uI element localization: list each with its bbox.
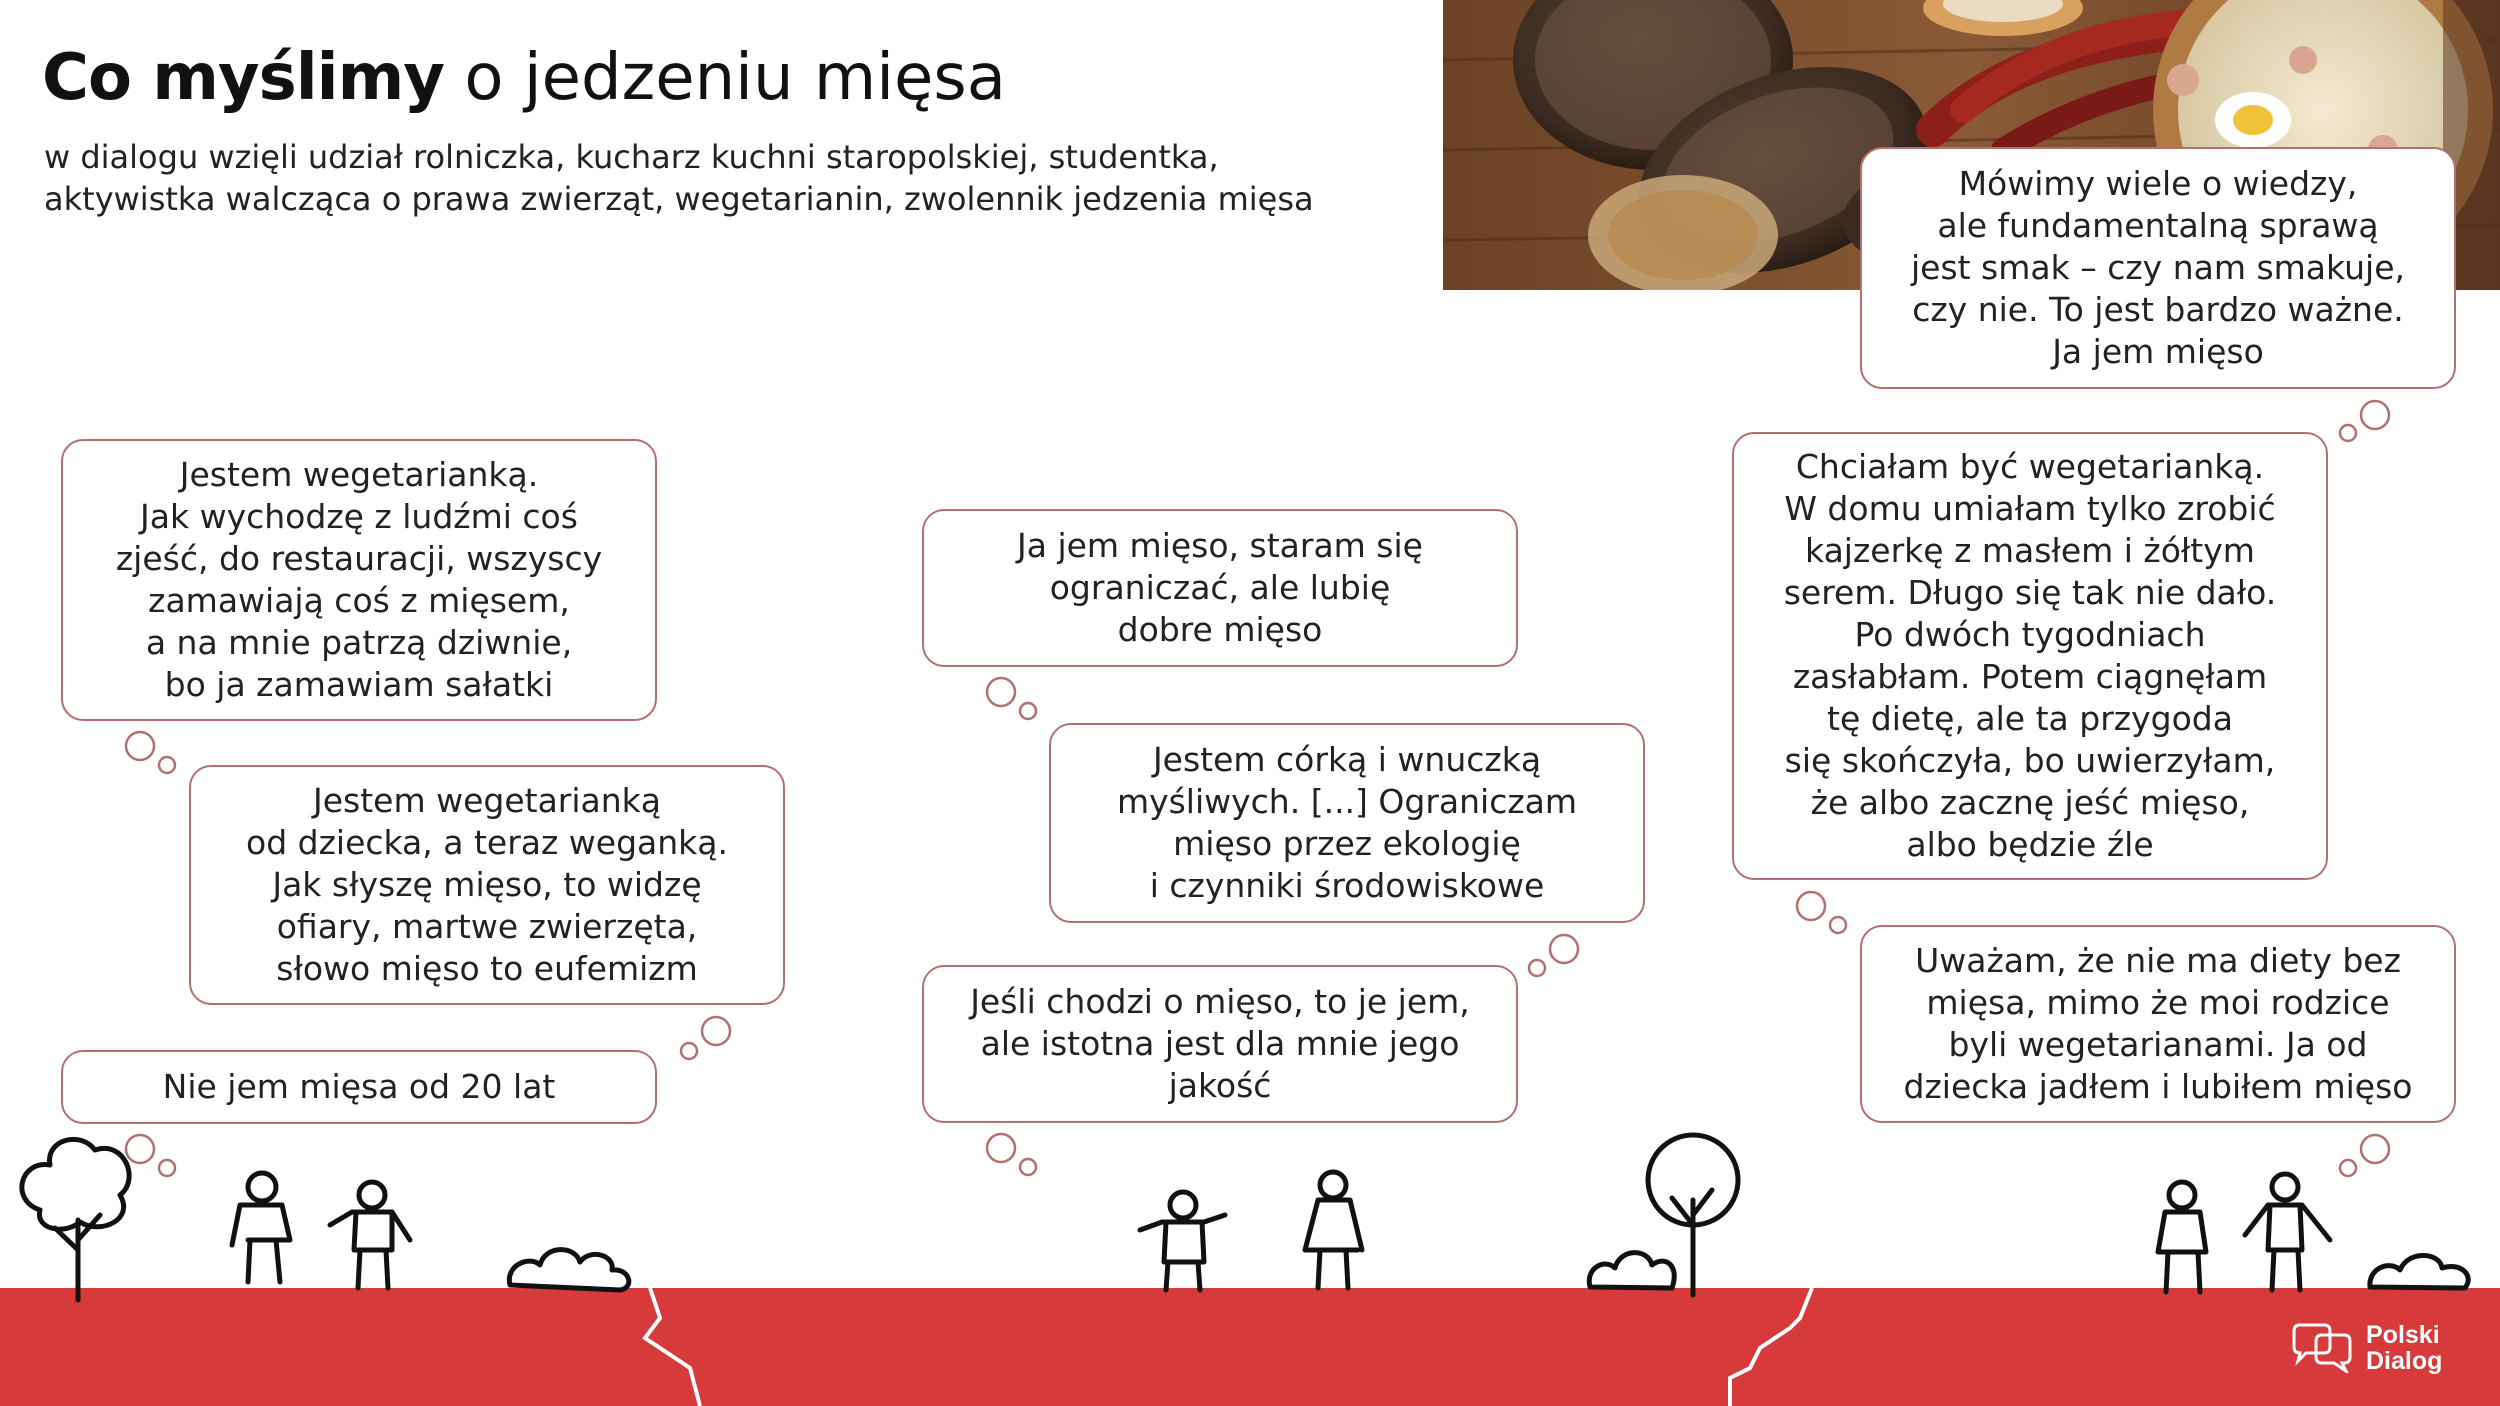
person-icon — [232, 1173, 290, 1282]
subtitle-line-2: aktywistka walcząca o prawa zwierząt, wegetarianin, zwolennik jedzenia mięsa — [44, 180, 1314, 218]
tree-icon — [22, 1139, 129, 1300]
quote-text: Uważam, że nie ma diety bez mięsa, mimo że moi rodzice byli wegetarianami. Ja od dziecka jadłem i lubiłem mięso — [1903, 941, 2413, 1106]
title-rest: o jedzeniu mięsa — [444, 41, 1006, 115]
doodles — [22, 1135, 2468, 1300]
person-icon — [2158, 1182, 2206, 1292]
logo-polski-dialog — [2290, 1320, 2480, 1376]
speech-bubbles-icon — [2290, 1323, 2354, 1373]
quote-text: Ja jem mięso, staram się ograniczać, ale lubię dobre mięso — [1017, 526, 1423, 649]
bush-icon — [2370, 1256, 2468, 1289]
person-icon — [1140, 1192, 1225, 1290]
bush-icon — [1589, 1253, 1674, 1288]
quote-text: Jestem wegetarianką. Jak wychodzę z ludźmi coś zjeść, do restauracji, wszyscy zamawiają coś z mięsem, a na mnie patrzą dziwnie, bo ja zamawiam sałatki — [115, 455, 603, 704]
tree-icon — [1648, 1135, 1738, 1295]
subtitle-line-1: w dialogu wzięli udział rolniczka, kucharz kuchni staropolskiej, studentka, — [44, 138, 1219, 176]
quote-text: Chciałam być wegetarianką. W domu umiałam tylko zrobić kajzerkę z masłem i żółtym serem. Długo się tak nie dało. Po dwóch tygodniach zasłabłam. Potem ciągnęłam tę dietę, ale ta przygoda się skończyła, bo uwierzyłam, że albo zacznę jeść mięso, albo będzie źle — [1783, 447, 2277, 864]
person-icon — [330, 1182, 410, 1288]
quote-text: Mówimy wiele o wiedzy, ale fundamentalną sprawą jest smak – czy nam smakuje, czy nie. To jest bardzo ważne. Ja jem mięso — [1910, 164, 2406, 371]
logo-text: Polski Dialog — [2366, 1321, 2443, 1375]
person-icon — [2245, 1174, 2330, 1290]
quote-text: Nie jem mięsa od 20 lat — [162, 1067, 556, 1106]
quote-text: Jestem córką i wnuczką myśliwych. [...] Ograniczam mięso przez ekologię i czynniki środowiskowe — [1116, 740, 1578, 905]
title-bold: Co myślimy — [42, 41, 444, 115]
quote-text: Jeśli chodzi o mięso, to je jem, ale istotna jest dla mnie jego jakość — [970, 982, 1470, 1105]
bush-icon — [509, 1250, 629, 1290]
quote-text: Jestem wegetarianką od dziecka, a teraz weganką. Jak słyszę mięso, to widzę ofiary, martwe zwierzęta, słowo mięso to eufemizm — [246, 781, 728, 988]
person-icon — [1305, 1172, 1362, 1288]
thought-dots — [126, 401, 2389, 1176]
